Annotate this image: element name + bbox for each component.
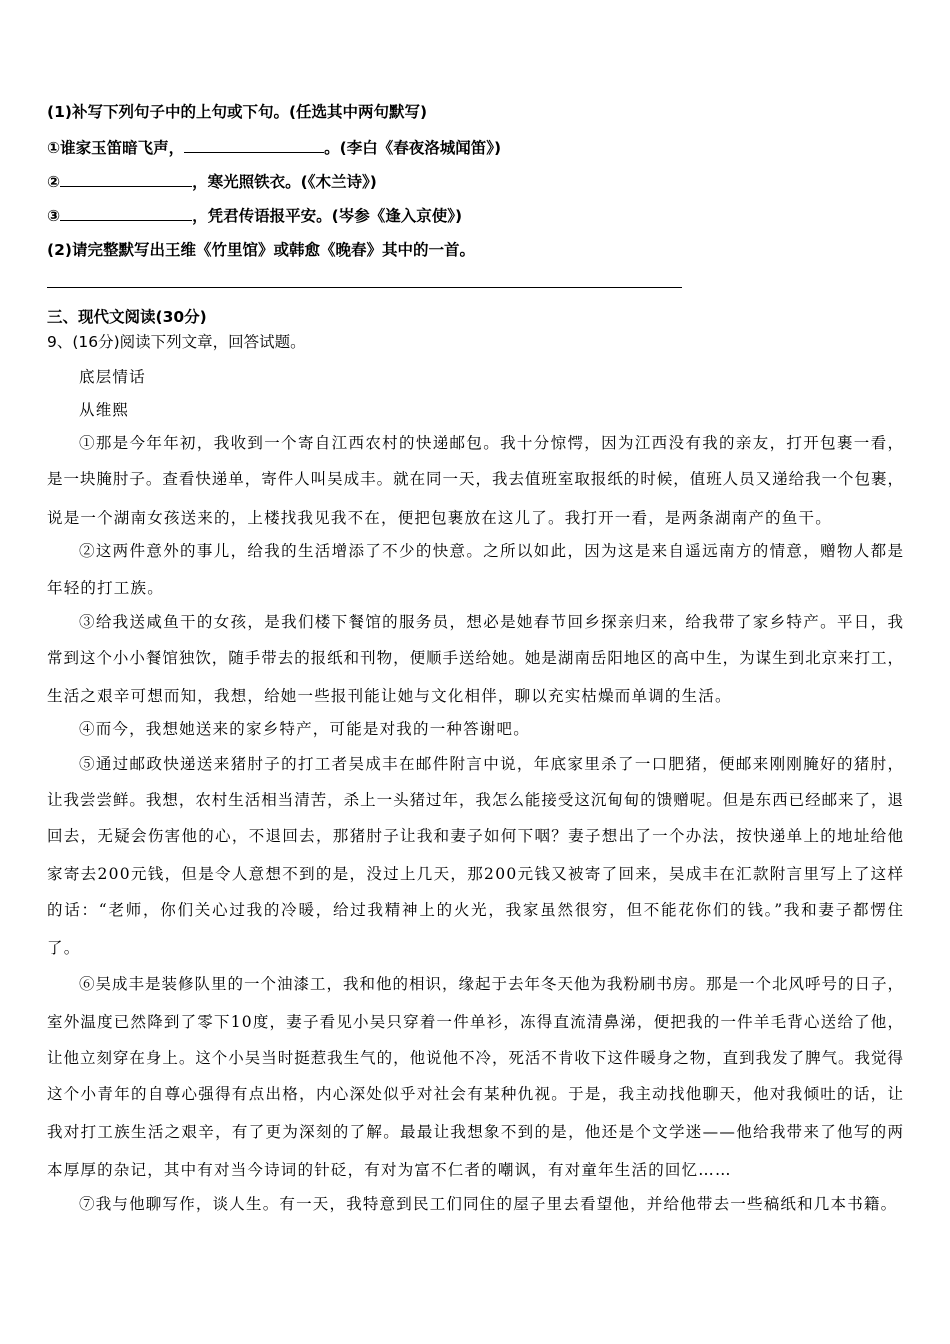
article-line: ⑥吴成丰是装修队里的一个油漆工，我和他的相识，缘起于去年冬天他为我粉刷书房。那是一个北风呼号的日子， xyxy=(79,975,904,993)
answer-line[interactable] xyxy=(47,287,682,288)
article-line: 的话：“老师，你们关心过我的冷暖，给过我精神上的火光，我家虽然很穷，但不能花你们的钱。”我和妻子都愣住 xyxy=(47,901,905,919)
article-line: ③给我送咸鱼干的女孩，是我们楼下餐馆的服务员，想必是她春节回乡探亲归来，给我带了家乡特产。平日，我 xyxy=(79,613,905,631)
answer-blank-1[interactable] xyxy=(184,138,324,153)
fill-item-2-prefix: ② xyxy=(47,173,61,191)
article-line: 生活之艰辛可想而知，我想，给她一些报刊能让她与文化相伴，聊以充实枯燥而单调的生活。 xyxy=(47,687,732,705)
article-line: 我对打工族生活之艰辛，有了更为深刻的了解。最最让我想象不到的是，他还是个文学迷——他给我带来了他写的两 xyxy=(47,1123,905,1141)
section-heading: 三、现代文阅读(30分) xyxy=(47,308,207,326)
fill-item-1-suffix: 。(李白《春夜洛城闻笛》) xyxy=(324,139,502,157)
article-line: 了。 xyxy=(47,939,81,957)
article-line: ⑤通过邮政快递送来猪肘子的打工者吴成丰在邮件附言中说，年底家里杀了一口肥猪，便邮来刚刚腌好的猪肘， xyxy=(79,755,905,773)
article-line: 说是一个湖南女孩送来的，上楼找我见我不在，便把包裹放在这儿了。我打开一看，是两条湖南产的鱼干。 xyxy=(47,509,832,527)
fill-item-3 xyxy=(47,204,462,226)
fill-item-1-prefix: ①谁家玉笛暗飞声， xyxy=(47,139,185,157)
article-author: 从维熙 xyxy=(79,401,130,419)
article-line: 常到这个小小餐馆独饮，随手带去的报纸和刊物，便顺手送给她。她是湖南岳阳地区的高中生，为谋生到北京来打工， xyxy=(47,649,904,667)
article-line: 让我尝尝鲜。我想，农村生活相当清苦，杀上一头猪过年，我怎么能接受这沉甸甸的馈赠呢。但是东西已经邮来了，退 xyxy=(47,791,904,809)
article-line: 让他立刻穿在身上。这个小吴当时挺惹我生气的，他说他不冷，死活不肯收下这件暖身之物，直到我发了脾气。我觉得 xyxy=(47,1049,904,1067)
fill-item-3-prefix: ③ xyxy=(47,207,61,225)
q2-intro: (2)请完整默写出王维《竹里馆》或韩愈《晚春》其中的一首。 xyxy=(47,241,475,259)
article-line: ④而今，我想她送来的家乡特产，可能是对我的一种答谢吧。 xyxy=(79,720,530,738)
article-line: 回去，无疑会伤害他的心，不退回去，那猪肘子让我和妻子如何下咽？妻子想出了一个办法，按快递单上的地址给他 xyxy=(47,827,905,845)
question-9: 9、(16分)阅读下列文章，回答试题。 xyxy=(47,333,306,351)
article-title: 底层情话 xyxy=(79,368,146,386)
article-line: 本厚厚的杂记，其中有对当今诗词的针砭，有对为富不仁者的嘲讽，有对童年生活的回忆…… xyxy=(47,1161,732,1179)
article-line: ⑦我与他聊写作，谈人生。有一天，我特意到民工们同住的屋子里去看望他，并给他带去一些稿纸和几本书籍。 xyxy=(79,1195,898,1213)
article-line: ①那是今年年初，我收到一个寄自江西农村的快递邮包。我十分惊愕，因为江西没有我的亲友，打开包裹一看， xyxy=(79,434,905,452)
fill-item-1 xyxy=(47,136,501,158)
fill-item-2-suffix: ，寒光照铁衣。(《木兰诗》) xyxy=(192,173,377,191)
article-line: 家寄去200元钱，但是令人意想不到的是，没过上几天，那200元钱又被寄了回来，吴成丰在汇款附言里写上了这样 xyxy=(47,865,905,883)
article-line: 是一块腌肘子。查看快递单，寄件人叫吴成丰。就在同一天，我去值班室取报纸的时候，值班人员又递给我一个包裹， xyxy=(47,470,904,488)
article-line: ②这两件意外的事儿，给我的生活增添了不少的快意。之所以如此，因为这是来自遥远南方的情意，赠物人都是 xyxy=(79,542,905,560)
answer-blank-3[interactable] xyxy=(60,206,192,221)
article-line: 年轻的打工族。 xyxy=(47,579,164,597)
article-line: 室外温度已然降到了零下10度，妻子看见小吴只穿着一件单衫，冻得直流清鼻涕，便把我的一件羊毛背心送给了他， xyxy=(47,1013,905,1031)
answer-blank-2[interactable] xyxy=(60,172,192,187)
article-line: 这个小青年的自尊心强得有点出格，内心深处似乎对社会有某种仇视。于是，我主动找他聊天，他对我倾吐的话，让 xyxy=(47,1085,905,1103)
fill-item-3-suffix: ，凭君传语报平安。(岑参《逢入京使》) xyxy=(192,207,463,225)
fill-item-2 xyxy=(47,170,377,192)
q1-intro: (1)补写下列句子中的上句或下句。(任选其中两句默写) xyxy=(47,103,428,121)
